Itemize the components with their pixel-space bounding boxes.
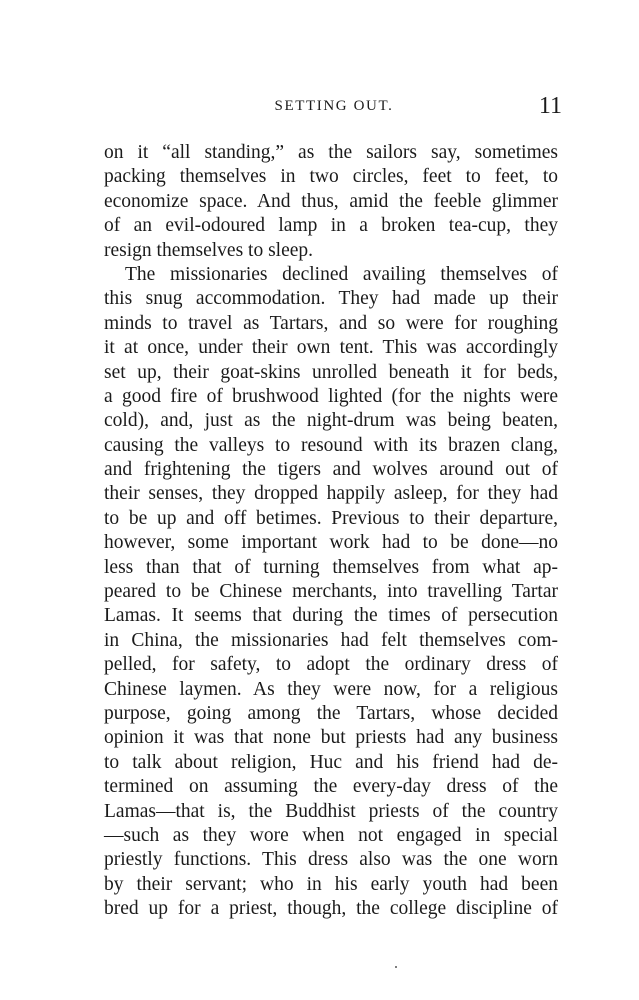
text-line: to talk about religion, Huc and his friend had de- xyxy=(104,751,558,773)
text-line: in China, the missionaries had felt themselves com- xyxy=(104,629,558,651)
body-text xyxy=(104,141,558,922)
text-line: opinion it was that none but priests had any business xyxy=(104,727,558,749)
text-line: minds to travel as Tartars, and so were for roughing xyxy=(104,312,558,334)
text-line: priestly functions. This dress also was the one worn xyxy=(104,849,558,871)
text-line: —such as they wore when not engaged in special xyxy=(104,824,558,846)
text-line: bred up for a priest, though, the college discipline of xyxy=(104,898,558,920)
text-line: by their servant; who in his early youth had been xyxy=(104,873,558,895)
text-line: of an evil-odoured lamp in a broken tea-cup, they xyxy=(104,215,558,237)
text-line: Lamas—that is, the Buddhist priests of the country xyxy=(104,800,558,822)
text-line: purpose, going among the Tartars, whose decided xyxy=(104,702,558,724)
text-line: termined on assuming the every-day dress of the xyxy=(104,776,558,798)
text-line: less than that of turning themselves from what ap- xyxy=(104,556,558,578)
text-line: their senses, they dropped happily asleep, for they had xyxy=(104,483,558,505)
ink-speck xyxy=(395,966,397,968)
running-title: SETTING OUT. xyxy=(274,98,394,114)
text-line: economize space. And thus, amid the feeble glimmer xyxy=(104,190,558,212)
text-line: resign themselves to sleep. xyxy=(104,239,314,261)
text-line: set up, their goat-skins unrolled beneath it for beds, xyxy=(104,361,558,383)
text-line: pelled, for safety, to adopt the ordinary dress of xyxy=(104,654,558,676)
text-line: this snug accommodation. They had made up their xyxy=(104,288,558,310)
text-line: causing the valleys to resound with its brazen clang, xyxy=(104,434,558,456)
page-number: 11 xyxy=(538,93,562,119)
text-line: however, some important work had to be done—no xyxy=(104,532,558,554)
text-line: to be up and off betimes. Previous to their departure, xyxy=(104,507,558,529)
text-line: peared to be Chinese merchants, into travelling Tartar xyxy=(104,581,558,603)
text-line: and frightening the tigers and wolves around out of xyxy=(104,459,558,481)
text-line: cold), and, just as the night-drum was being beaten, xyxy=(104,410,558,432)
text-line: it at once, under their own tent. This was accordingly xyxy=(104,337,558,359)
text-line: a good fire of brushwood lighted (for the nights were xyxy=(104,385,558,407)
text-line: packing themselves in two circles, feet to feet, to xyxy=(104,166,558,188)
text-line: Lamas. It seems that during the times of persecution xyxy=(104,605,558,627)
text-line: Chinese laymen. As they were now, for a religious xyxy=(104,678,558,700)
text-line: on it “all standing,” as the sailors say, sometimes xyxy=(104,142,558,163)
paragraph-start-line: The missionaries declined availing themselves of xyxy=(125,263,558,285)
running-head xyxy=(104,93,564,122)
